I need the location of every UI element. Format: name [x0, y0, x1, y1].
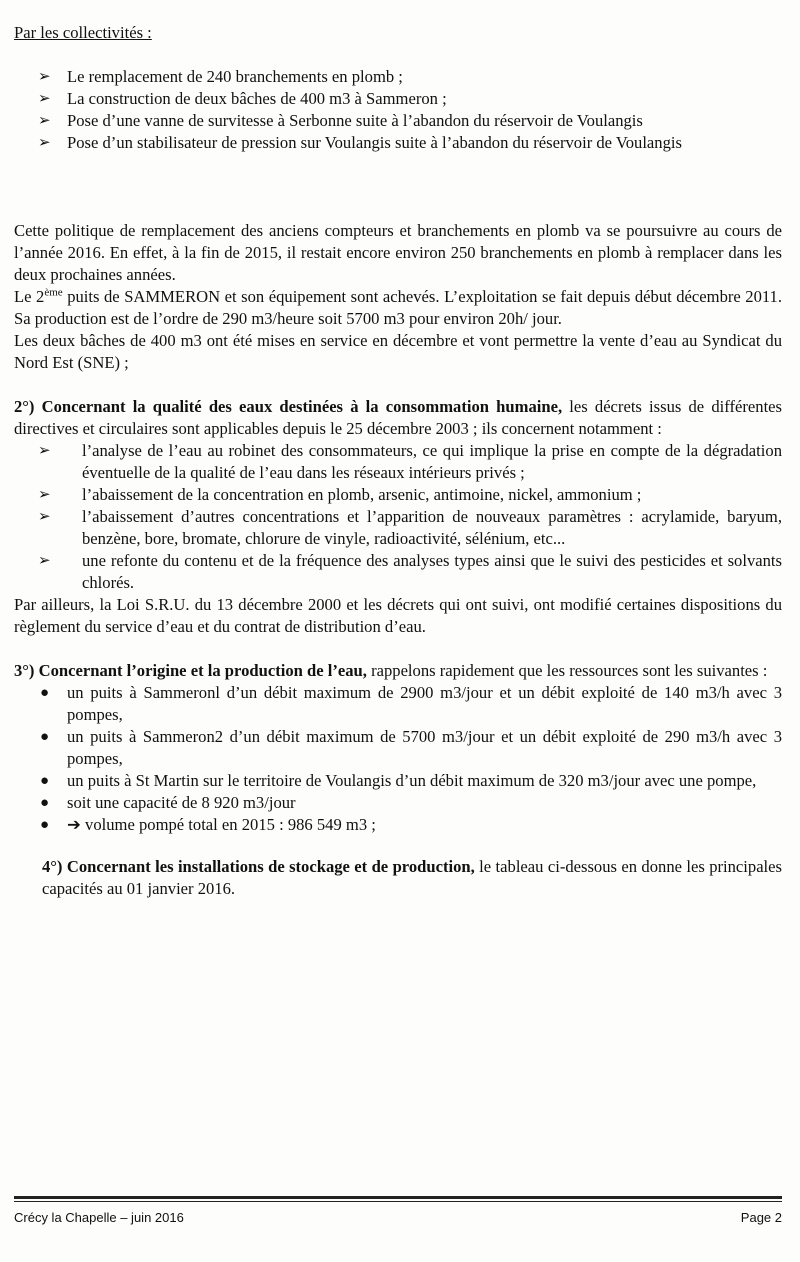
list-item: ● un puits à Sammeron2 d’un débit maximum de 5700 m3/jour et un débit exploité de 290 m3/h avec 3 pompes,	[40, 727, 782, 768]
list-item: ➢ l’analyse de l’eau au robinet des consommateurs, ce qui implique la prise en compte de la dégradation éventuelle de la qualité de l’eau dans les réseaux intérieurs privés ;	[38, 441, 782, 482]
arrow-bullet-icon: ➢	[38, 509, 51, 525]
section-2-list	[14, 440, 782, 594]
footer-rule-thin	[14, 1201, 782, 1202]
dot-bullet-icon: ●	[40, 773, 50, 789]
list-item: ● un puits à Sammeronl d’un débit maximum de 2900 m3/jour et un débit exploité de 140 m3/h avec 3 pompes,	[40, 683, 782, 724]
arrow-bullet-icon: ➢	[38, 443, 51, 459]
list-item: ● soit une capacité de 8 920 m3/jour	[40, 793, 296, 812]
collectivites-list	[14, 66, 782, 154]
arrow-bullet-icon: ➢	[38, 487, 51, 503]
list-item: ➢ une refonte du contenu et de la fréquence des analyses types ainsi que le suivi des pesticides et solvants chlorés.	[38, 551, 782, 592]
list-item: ● un puits à St Martin sur le territoire de Voulangis d’un débit maximum de 320 m3/jour avec une pompe,	[40, 771, 757, 790]
arrow-bullet-icon: ➢	[38, 113, 51, 129]
dot-bullet-icon: ●	[40, 685, 50, 701]
list-item: ➢ Le remplacement de 240 branchements en plomb ;	[38, 67, 403, 86]
list-item: ➢ Pose d’une vanne de survitesse à Serbonne suite à l’abandon du réservoir de Voulangis	[38, 111, 643, 130]
section-3-list	[14, 682, 782, 836]
section-4-title: 4°) Concernant les installations de stockage et de production,	[42, 857, 475, 876]
section-2-title: 2°) Concernant la qualité des eaux destinées à la consommation humaine,	[14, 397, 563, 416]
list-item: ● ➔ volume pompé total en 2015 : 986 549 m3 ;	[40, 815, 376, 834]
arrow-bullet-icon: ➢	[38, 553, 51, 569]
arrow-bullet-icon: ➢	[38, 135, 51, 151]
footer-rule	[14, 1196, 782, 1199]
dot-bullet-icon: ●	[40, 817, 50, 833]
list-item: ➢ La construction de deux bâches de 400 m3 à Sammeron ;	[38, 89, 447, 108]
footer-location-date: Crécy la Chapelle – juin 2016	[14, 1210, 184, 1225]
paragraph-loi-sru: Par ailleurs, la Loi S.R.U. du 13 décembre 2000 et les décrets qui ont suivi, ont modifié certaines dispositions du règlement du service d’eau et du contrat de distribution d’eau.	[14, 595, 782, 636]
section-3-title: 3°) Concernant l’origine et la production de l’eau,	[14, 661, 367, 680]
section-4-intro: 4°) Concernant les installations de stockage et de production, le tableau ci-dessous en donne les principales capacités au 01 janvier 2016.	[42, 857, 782, 898]
section-2-intro: 2°) Concernant la qualité des eaux destinées à la consommation humaine, les décrets issus de différentes directives et circulaires sont applicables depuis le 25 décembre 2003 ; ils concernent notamment :	[14, 397, 782, 438]
page-footer	[14, 1196, 782, 1225]
document-page	[14, 22, 782, 900]
list-item: ➢ l’abaissement d’autres concentrations et l’apparition de nouveaux paramètres : acrylamide, baryum, benzène, bore, bromate, chlorure de vinyle, radioactivité, sélénium, etc...	[38, 507, 782, 548]
heading-collectivites: Par les collectivités :	[14, 23, 152, 42]
dot-bullet-icon: ●	[40, 795, 50, 811]
list-item: ➢ Pose d’un stabilisateur de pression sur Voulangis suite à l’abandon du réservoir de Voulangis	[38, 133, 682, 152]
list-item: ➢ l’abaissement de la concentration en plomb, arsenic, antimoine, nickel, ammonium ;	[38, 485, 642, 504]
arrow-bullet-icon: ➢	[38, 91, 51, 107]
dot-bullet-icon: ●	[40, 729, 50, 745]
paragraph-remplacement: Cette politique de remplacement des anciens compteurs et branchements en plomb va se poursuivre au cours de l’année 2016. En effet, à la fin de 2015, il restait encore environ 250 branchements en plomb à remplacer dans les deux prochaines années.	[14, 221, 782, 284]
paragraph-sammeron: Le 2ème puits de SAMMERON et son équipement sont achevés. L’exploitation se fait depuis début décembre 2011. Sa production est de l’ordre de 290 m3/heure soit 5700 m3 pour environ 20h/ jour.	[14, 286, 783, 328]
page-number: Page 2	[740, 1210, 782, 1225]
section-3-intro: 3°) Concernant l’origine et la production de l’eau, rappelons rapidement que les ressources sont les suivantes :	[14, 661, 768, 680]
paragraph-baches: Les deux bâches de 400 m3 ont été mises en service en décembre et vont permettre la vente d’eau au Syndicat du Nord Est (SNE) ;	[14, 331, 782, 372]
arrow-bullet-icon: ➢	[38, 69, 51, 85]
